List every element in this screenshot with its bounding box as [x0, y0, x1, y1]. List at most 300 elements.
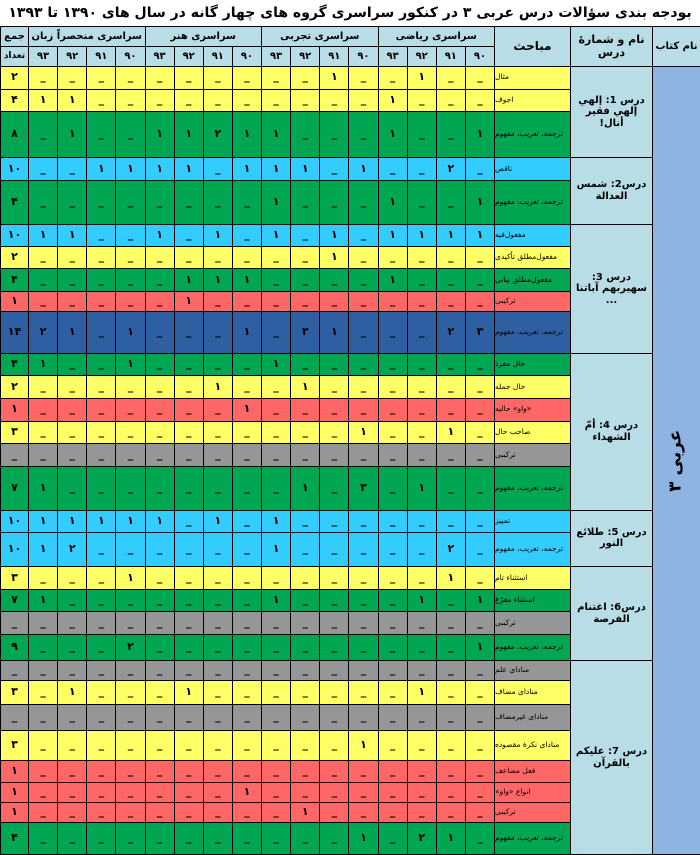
value-cell: _: [145, 611, 175, 635]
topic-label: مثال: [494, 66, 571, 90]
topic-label: اجوف: [494, 89, 571, 113]
value-cell: _: [290, 566, 320, 590]
value-cell: _: [115, 111, 145, 158]
value-cell: _: [319, 268, 349, 292]
value-cell: _: [378, 291, 408, 312]
value-cell: ۱: [465, 634, 495, 661]
total-cell: ۱۰: [0, 532, 29, 567]
value-cell: _: [348, 353, 378, 377]
total-cell: _: [0, 660, 29, 681]
value-cell: _: [290, 443, 320, 467]
value-cell: _: [378, 634, 408, 661]
value-cell: _: [86, 111, 116, 158]
value-cell: ۱: [261, 510, 291, 534]
value-cell: ۱: [57, 510, 87, 534]
value-cell: _: [407, 634, 437, 661]
value-cell: ۱: [145, 157, 175, 181]
value-cell: _: [28, 802, 58, 823]
total-cell: ۴: [0, 268, 29, 292]
value-cell: _: [465, 375, 495, 399]
total-cell: ۳: [0, 421, 29, 445]
value-cell: ۱: [203, 268, 233, 292]
topic-label: ناقص: [494, 157, 571, 181]
value-cell: _: [203, 566, 233, 590]
value-cell: _: [348, 111, 378, 158]
value-cell: ۱: [232, 268, 262, 292]
value-cell: _: [348, 611, 378, 635]
topic-label: استثناء مفرّغ: [494, 589, 571, 613]
header-year: ۹۰: [348, 46, 378, 67]
value-cell: _: [115, 822, 145, 855]
value-cell: _: [28, 566, 58, 590]
value-cell: _: [378, 510, 408, 534]
total-cell: _: [0, 704, 29, 731]
value-cell: ۱: [115, 157, 145, 181]
value-cell: _: [290, 180, 320, 225]
value-cell: _: [145, 822, 175, 855]
value-cell: _: [378, 760, 408, 783]
value-cell: _: [57, 611, 87, 635]
value-cell: _: [115, 730, 145, 761]
value-cell: _: [319, 566, 349, 590]
value-cell: _: [261, 246, 291, 269]
header-book: نام کتاب: [652, 26, 700, 67]
value-cell: _: [261, 291, 291, 312]
value-cell: ۱: [407, 66, 437, 90]
value-cell: _: [57, 782, 87, 803]
topic-label: ترجمه، تعریب، مفهوم: [494, 634, 571, 661]
value-cell: _: [290, 224, 320, 248]
value-cell: ۲: [203, 111, 233, 158]
value-cell: _: [203, 660, 233, 681]
value-cell: _: [232, 760, 262, 783]
value-cell: _: [348, 246, 378, 269]
value-cell: _: [348, 510, 378, 534]
value-cell: _: [86, 375, 116, 399]
topic-label: منادای نکرهٔ مقصوده: [494, 730, 571, 761]
topic-label: فعل مضاعف: [494, 760, 571, 783]
value-cell: _: [203, 291, 233, 312]
header-year: ۹۱: [203, 46, 233, 67]
value-cell: _: [319, 634, 349, 661]
value-cell: _: [378, 246, 408, 269]
value-cell: _: [290, 660, 320, 681]
header-topics: مباحث: [494, 26, 571, 67]
value-cell: _: [436, 660, 466, 681]
lesson-name: درس2: شمس العدالة: [570, 157, 653, 225]
value-cell: _: [465, 704, 495, 731]
value-cell: _: [145, 660, 175, 681]
value-cell: ۱: [57, 311, 87, 354]
value-cell: _: [115, 532, 145, 567]
value-cell: _: [115, 66, 145, 90]
value-cell: _: [203, 398, 233, 422]
value-cell: _: [57, 180, 87, 225]
value-cell: ۱: [348, 421, 378, 445]
value-cell: _: [174, 443, 204, 467]
value-cell: _: [319, 660, 349, 681]
value-cell: _: [174, 782, 204, 803]
value-cell: ۲: [57, 532, 87, 567]
value-cell: _: [290, 66, 320, 90]
total-cell: ۱: [0, 782, 29, 803]
value-cell: _: [232, 634, 262, 661]
value-cell: ۱: [232, 398, 262, 422]
value-cell: _: [407, 268, 437, 292]
value-cell: _: [465, 268, 495, 292]
value-cell: ۱: [261, 180, 291, 225]
topic-label: منادای مضاف: [494, 680, 571, 705]
value-cell: _: [86, 589, 116, 613]
value-cell: _: [407, 353, 437, 377]
value-cell: ۱: [261, 224, 291, 248]
value-cell: ۱: [57, 89, 87, 113]
value-cell: _: [348, 660, 378, 681]
lesson-name: درس6: اغتنام الفرصة: [570, 566, 653, 661]
value-cell: _: [203, 157, 233, 181]
value-cell: _: [290, 634, 320, 661]
value-cell: _: [348, 89, 378, 113]
value-cell: _: [465, 421, 495, 445]
value-cell: _: [319, 89, 349, 113]
value-cell: _: [203, 443, 233, 467]
total-cell: ۴: [0, 353, 29, 377]
value-cell: _: [378, 398, 408, 422]
value-cell: ۱: [378, 89, 408, 113]
value-cell: ۱: [115, 510, 145, 534]
value-cell: _: [407, 111, 437, 158]
value-cell: _: [261, 660, 291, 681]
value-cell: _: [28, 398, 58, 422]
value-cell: _: [145, 311, 175, 354]
value-cell: _: [57, 375, 87, 399]
value-cell: _: [348, 66, 378, 90]
value-cell: _: [174, 421, 204, 445]
value-cell: _: [86, 311, 116, 354]
value-cell: ۲: [115, 634, 145, 661]
total-cell: ۹: [0, 634, 29, 661]
value-cell: _: [115, 611, 145, 635]
value-cell: _: [57, 353, 87, 377]
value-cell: _: [407, 311, 437, 354]
value-cell: _: [86, 822, 116, 855]
value-cell: _: [407, 291, 437, 312]
value-cell: ۱: [203, 510, 233, 534]
value-cell: _: [348, 680, 378, 705]
value-cell: _: [378, 566, 408, 590]
total-cell: ۳: [0, 730, 29, 761]
value-cell: ۱: [174, 157, 204, 181]
value-cell: _: [261, 443, 291, 467]
value-cell: _: [145, 466, 175, 511]
value-cell: _: [28, 822, 58, 855]
value-cell: _: [348, 443, 378, 467]
value-cell: _: [232, 822, 262, 855]
header-year: ۹۳: [378, 46, 408, 67]
value-cell: _: [203, 66, 233, 90]
value-cell: ۱: [203, 375, 233, 399]
header-year: ۹۰: [232, 46, 262, 67]
value-cell: _: [319, 375, 349, 399]
value-cell: _: [57, 704, 87, 731]
value-cell: _: [28, 730, 58, 761]
value-cell: _: [115, 589, 145, 613]
value-cell: _: [203, 634, 233, 661]
value-cell: _: [115, 760, 145, 783]
value-cell: _: [115, 375, 145, 399]
value-cell: _: [115, 224, 145, 248]
header-group: سراسری منحصراً زبان: [28, 26, 146, 47]
value-cell: ۱: [407, 680, 437, 705]
value-cell: _: [319, 589, 349, 613]
value-cell: ۱: [203, 224, 233, 248]
value-cell: _: [57, 398, 87, 422]
value-cell: _: [261, 398, 291, 422]
header-year: ۹۱: [319, 46, 349, 67]
value-cell: _: [174, 66, 204, 90]
value-cell: ۱: [28, 89, 58, 113]
topic-label: منادای علم: [494, 660, 571, 681]
value-cell: _: [86, 760, 116, 783]
value-cell: ۱: [378, 268, 408, 292]
value-cell: ۱: [290, 375, 320, 399]
value-cell: ۱: [232, 157, 262, 181]
value-cell: _: [145, 89, 175, 113]
value-cell: _: [436, 443, 466, 467]
value-cell: _: [261, 311, 291, 354]
topic-label: ترجمه، تعریب، مفهوم: [494, 180, 571, 225]
value-cell: _: [174, 532, 204, 567]
lesson-name: درس 5: طلائع النور: [570, 510, 653, 568]
value-cell: _: [174, 611, 204, 635]
value-cell: _: [86, 680, 116, 705]
value-cell: _: [115, 680, 145, 705]
value-cell: ۱: [465, 180, 495, 225]
value-cell: _: [407, 566, 437, 590]
value-cell: _: [378, 782, 408, 803]
value-cell: ۱: [348, 822, 378, 855]
value-cell: _: [290, 510, 320, 534]
value-cell: _: [436, 111, 466, 158]
value-cell: _: [174, 353, 204, 377]
value-cell: _: [115, 704, 145, 731]
value-cell: _: [319, 510, 349, 534]
value-cell: _: [465, 660, 495, 681]
value-cell: _: [348, 566, 378, 590]
lesson-name: درس 4: أمّ الشهداء: [570, 353, 653, 511]
value-cell: ۱: [436, 822, 466, 855]
value-cell: _: [203, 180, 233, 225]
total-cell: _: [0, 443, 29, 467]
value-cell: _: [86, 66, 116, 90]
total-cell: ۴: [0, 89, 29, 113]
value-cell: _: [28, 66, 58, 90]
header-group: سراسری هنر: [145, 26, 263, 47]
value-cell: _: [290, 589, 320, 613]
value-cell: _: [115, 443, 145, 467]
value-cell: _: [174, 660, 204, 681]
value-cell: _: [319, 532, 349, 567]
value-cell: _: [232, 802, 262, 823]
value-cell: ۱: [436, 566, 466, 590]
value-cell: _: [145, 66, 175, 90]
lesson-name: درس 7: عليكم بالقرآن: [570, 660, 653, 855]
value-cell: _: [57, 291, 87, 312]
value-cell: _: [57, 760, 87, 783]
value-cell: _: [203, 353, 233, 377]
value-cell: _: [290, 730, 320, 761]
value-cell: _: [174, 224, 204, 248]
value-cell: _: [407, 510, 437, 534]
topic-label: منادای غیرمضاف: [494, 704, 571, 731]
value-cell: ۳: [348, 466, 378, 511]
value-cell: _: [436, 246, 466, 269]
value-cell: _: [465, 66, 495, 90]
topic-label: ترجمه، تعریب، مفهوم: [494, 822, 571, 855]
value-cell: _: [86, 466, 116, 511]
value-cell: _: [290, 111, 320, 158]
value-cell: _: [436, 589, 466, 613]
value-cell: _: [203, 311, 233, 354]
total-cell: ۱۰: [0, 224, 29, 248]
value-cell: _: [232, 510, 262, 534]
value-cell: _: [174, 375, 204, 399]
total-cell: ۱: [0, 760, 29, 783]
value-cell: _: [203, 822, 233, 855]
topic-label: مفعول‌مطلق بیانی: [494, 268, 571, 292]
value-cell: ۱: [261, 353, 291, 377]
value-cell: _: [407, 611, 437, 635]
value-cell: _: [86, 291, 116, 312]
value-cell: _: [174, 398, 204, 422]
value-cell: _: [348, 398, 378, 422]
value-cell: _: [436, 268, 466, 292]
value-cell: _: [57, 246, 87, 269]
value-cell: _: [319, 730, 349, 761]
value-cell: ۱: [115, 311, 145, 354]
value-cell: _: [378, 611, 408, 635]
value-cell: _: [28, 680, 58, 705]
value-cell: _: [174, 589, 204, 613]
value-cell: _: [203, 802, 233, 823]
value-cell: _: [436, 760, 466, 783]
value-cell: _: [407, 246, 437, 269]
value-cell: _: [436, 375, 466, 399]
value-cell: ۱: [232, 311, 262, 354]
topic-label: ترکیبی: [494, 802, 571, 823]
value-cell: _: [407, 730, 437, 761]
value-cell: ۱: [28, 589, 58, 613]
value-cell: _: [290, 268, 320, 292]
value-cell: _: [261, 760, 291, 783]
value-cell: ۱: [86, 510, 116, 534]
value-cell: _: [465, 566, 495, 590]
value-cell: _: [115, 246, 145, 269]
value-cell: _: [232, 660, 262, 681]
topic-label: انواع «واو»: [494, 782, 571, 803]
value-cell: _: [290, 760, 320, 783]
value-cell: _: [436, 398, 466, 422]
value-cell: ۲: [407, 822, 437, 855]
value-cell: _: [465, 730, 495, 761]
topic-label: ترجمه، تعریب، مفهوم: [494, 111, 571, 158]
value-cell: _: [407, 180, 437, 225]
header-year: ۹۲: [290, 46, 320, 67]
value-cell: _: [57, 589, 87, 613]
value-cell: _: [436, 730, 466, 761]
value-cell: _: [348, 782, 378, 803]
value-cell: _: [407, 704, 437, 731]
value-cell: _: [86, 443, 116, 467]
value-cell: _: [290, 421, 320, 445]
value-cell: _: [232, 443, 262, 467]
value-cell: _: [407, 802, 437, 823]
value-cell: _: [203, 680, 233, 705]
topic-label: ترکیبی: [494, 443, 571, 467]
value-cell: _: [232, 466, 262, 511]
value-cell: _: [465, 510, 495, 534]
value-cell: _: [28, 157, 58, 181]
value-cell: _: [465, 443, 495, 467]
value-cell: _: [28, 291, 58, 312]
value-cell: _: [232, 730, 262, 761]
value-cell: _: [436, 611, 466, 635]
value-cell: _: [378, 353, 408, 377]
value-cell: ۱: [465, 589, 495, 613]
value-cell: _: [378, 375, 408, 399]
value-cell: ۱: [436, 421, 466, 445]
value-cell: _: [57, 466, 87, 511]
value-cell: ۱: [28, 353, 58, 377]
value-cell: _: [174, 246, 204, 269]
value-cell: _: [232, 66, 262, 90]
value-cell: ۱: [261, 589, 291, 613]
topic-label: مفعول‌فیه: [494, 224, 571, 248]
book-name-text: عربی ۳: [665, 429, 686, 492]
value-cell: ۱: [319, 311, 349, 354]
value-cell: ۲: [436, 532, 466, 567]
value-cell: ۱: [290, 466, 320, 511]
value-cell: _: [378, 466, 408, 511]
value-cell: ۱: [232, 782, 262, 803]
value-cell: _: [174, 730, 204, 761]
value-cell: _: [348, 760, 378, 783]
topic-label: حال مفرد: [494, 353, 571, 377]
value-cell: _: [232, 224, 262, 248]
value-cell: _: [407, 421, 437, 445]
value-cell: _: [28, 443, 58, 467]
value-cell: _: [290, 704, 320, 731]
value-cell: ۱: [28, 466, 58, 511]
value-cell: _: [145, 532, 175, 567]
header-total-line2: تعداد: [0, 46, 29, 67]
lesson-name: درس 1: إلهي إلهي فقير أنال!: [570, 66, 653, 158]
total-cell: ۴: [0, 822, 29, 855]
value-cell: _: [28, 421, 58, 445]
value-cell: ۱: [174, 680, 204, 705]
topic-label: «واو» حالیه: [494, 398, 571, 422]
value-cell: _: [436, 466, 466, 511]
value-cell: _: [145, 421, 175, 445]
value-cell: ۱: [378, 180, 408, 225]
budget-table: [0, 26, 700, 854]
value-cell: _: [115, 782, 145, 803]
total-cell: _: [0, 611, 29, 635]
value-cell: _: [319, 421, 349, 445]
value-cell: _: [145, 398, 175, 422]
value-cell: _: [348, 802, 378, 823]
value-cell: _: [203, 246, 233, 269]
